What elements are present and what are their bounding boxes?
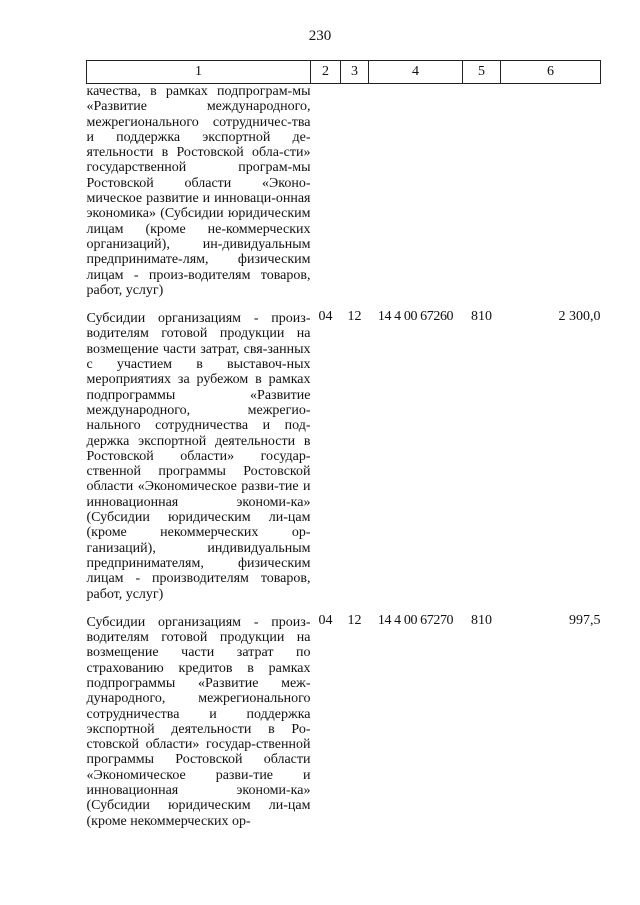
column-header-1: 1 — [87, 61, 311, 84]
row-target-article — [369, 84, 463, 310]
table-row — [87, 309, 601, 613]
row-target-article: 14 4 00 67270 — [377, 612, 454, 628]
row-target-article: 14 4 00 67260 — [377, 309, 454, 325]
row-section: 04 — [318, 612, 333, 628]
table-header-row — [87, 61, 601, 84]
row-amount — [501, 84, 601, 310]
row-expense-type: 810 — [471, 612, 492, 628]
row-section — [311, 84, 341, 310]
column-header-3: 3 — [341, 61, 369, 84]
column-header-5: 5 — [463, 61, 501, 84]
column-header-2: 2 — [311, 61, 341, 84]
row-amount: 997,5 — [569, 612, 601, 628]
budget-table — [86, 60, 601, 829]
row-expense-type: 810 — [471, 309, 492, 325]
row-amount: 2 300,0 — [558, 309, 601, 325]
column-header-4: 4 — [369, 61, 463, 84]
row-subsection: 12 — [347, 309, 362, 325]
row-description: качества, в рамках подпрограм-мы «Развитие международного, межрегионального сотрудничес-тва и поддержка экспортной де-ятельности в Ростовской обла-сти» государственной програм-мы Ростовской области «Эконо-мическое развитие и инноваци-онная экономика» (Субсидии юридическим лицам (кроме не-коммерческих организаций), ин-дивидуальным предпринимате-лям, физическим лицам - произ-водителям товаров, работ, услуг) — [86, 84, 311, 298]
row-expense-type — [463, 84, 501, 310]
table-row — [87, 84, 601, 310]
row-description: Субсидии организациям - произ-водителям готовой продукции на возмещение части затрат по страхованию кредитов в рамках подпрограммы «Развитие меж-дународного, межрегионального сотрудничества и поддержка экспортной деятельности в Ро-стовской области» государ-ственной программы Ростовской области «Экономическое разви-тие и инновационная экономи-ка» (Субсидии юридическим ли-цам (кроме некоммерческих ор- — [86, 614, 311, 829]
row-subsection — [341, 84, 369, 310]
row-section: 04 — [318, 309, 333, 325]
row-subsection: 12 — [347, 612, 362, 628]
row-description: Субсидии организациям - произ-водителям готовой продукции на возмещение части затрат, свя-занных с участием в выставоч-ных мероприятиях за рубежом в рамках подпрограммы «Развитие международного, межрегио-нального сотрудничества и под-держка экспортной деятельности в Ростовской области» государ-ственной программы Ростовской области «Экономическое разви-тие и инновационная экономи-ка» (Субсидии юридическим ли-цам (кроме некоммерческих ор-ганизаций), индивидуальным предпринимателям, физическим лицам - производителям товаров, работ, услуг) — [86, 311, 311, 602]
page-number: 230 — [308, 28, 332, 44]
column-header-6: 6 — [501, 61, 601, 84]
table-row — [87, 613, 601, 829]
